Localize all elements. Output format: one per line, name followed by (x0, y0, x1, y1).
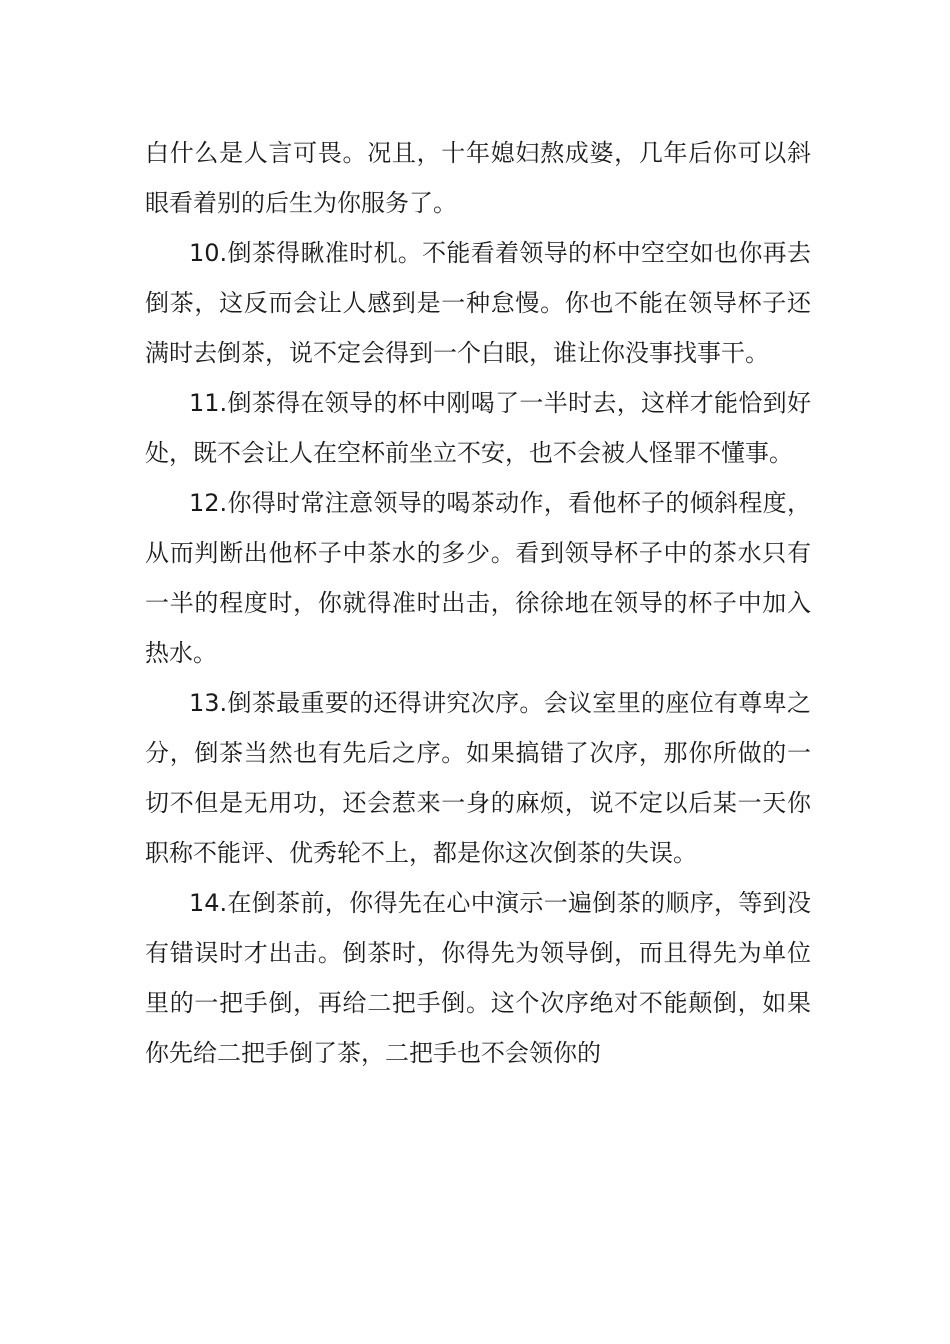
paragraph-item-10: 10.倒茶得瞅准时机。不能看着领导的杯中空空如也你再去倒茶，这反而会让人感到是一种怠慢。你也不能在领导杯子还满时去倒茶，说不定会得到一个白眼，谁让你没事找事干。 (145, 239, 811, 367)
paragraph-item-14: 14.在倒茶前，你得先在心中演示一遍倒茶的顺序，等到没有错误时才出击。倒茶时，你得先为领导倒，而且得先为单位里的一把手倒，再给二把手倒。这个次序绝对不能颠倒，如果你先给二把手倒了茶，二把手也不会领你的 (145, 889, 811, 1067)
paragraph-item-11: 11.倒茶得在领导的杯中刚喝了一半时去，这样才能恰到好处，既不会让人在空杯前坐立不安，也不会被人怪罪不懂事。 (145, 389, 811, 467)
document-body (145, 128, 811, 1078)
paragraph-item-13: 13.倒茶最重要的还得讲究次序。会议室里的座位有尊卑之分，倒茶当然也有先后之序。如果搞错了次序，那你所做的一切不但是无用功，还会惹来一身的麻烦，说不定以后某一天你职称不能评、优秀轮不上，都是你这次倒茶的失误。 (145, 689, 811, 867)
paragraph-continued: 白什么是人言可畏。况且，十年媳妇熬成婆，几年后你可以斜眼看着别的后生为你服务了。 (145, 139, 811, 217)
paragraph-item-12: 12.你得时常注意领导的喝茶动作，看他杯子的倾斜程度，从而判断出他杯子中茶水的多少。看到领导杯子中的茶水只有一半的程度时，你就得准时出击，徐徐地在领导的杯子中加入热水。 (145, 489, 811, 667)
